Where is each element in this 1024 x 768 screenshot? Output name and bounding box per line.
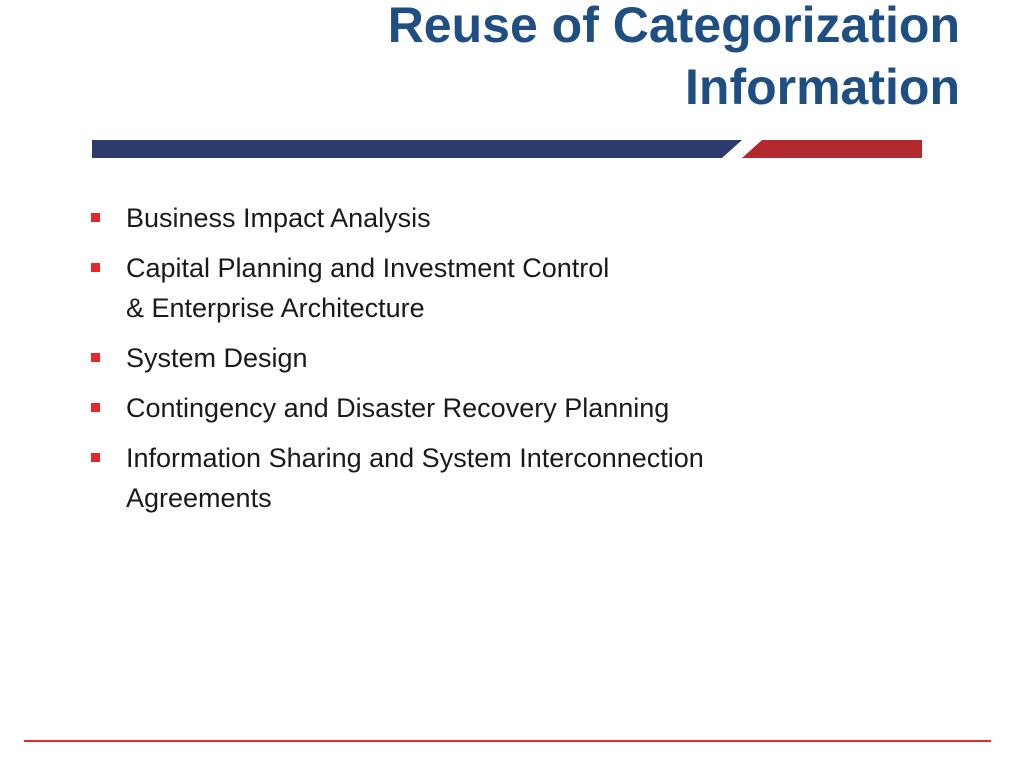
bullet-text: Contingency and Disaster Recovery Planning bbox=[126, 393, 670, 423]
bullet-square-icon bbox=[91, 353, 100, 362]
slide-title-line: Reuse of Categorization bbox=[387, 0, 960, 53]
slide-title bbox=[100, 0, 960, 118]
bullet-text: Information Sharing and System Interconnection bbox=[126, 443, 704, 473]
bullet-item bbox=[88, 198, 888, 238]
bullet-square-icon bbox=[91, 213, 100, 222]
bullet-square-icon bbox=[91, 263, 100, 272]
navy-bar-segment bbox=[92, 140, 742, 158]
bullet-text: System Design bbox=[126, 343, 308, 373]
bullet-list bbox=[88, 198, 888, 528]
bullet-item bbox=[88, 338, 888, 378]
bullet-item bbox=[88, 388, 888, 428]
bullet-square-icon bbox=[91, 403, 100, 412]
bullet-text-continuation: Agreements bbox=[126, 483, 272, 513]
slide-title-line: Information bbox=[685, 59, 960, 115]
bullet-text: Business Impact Analysis bbox=[126, 203, 431, 233]
bullet-item bbox=[88, 438, 888, 518]
title-divider-bar bbox=[92, 140, 922, 158]
bullet-item bbox=[88, 248, 888, 328]
bullet-text: Capital Planning and Investment Control bbox=[126, 253, 610, 283]
bullet-square-icon bbox=[91, 453, 100, 462]
footer-divider-line bbox=[24, 740, 991, 742]
red-bar-segment bbox=[742, 140, 922, 158]
bullet-text-continuation: & Enterprise Architecture bbox=[126, 293, 425, 323]
